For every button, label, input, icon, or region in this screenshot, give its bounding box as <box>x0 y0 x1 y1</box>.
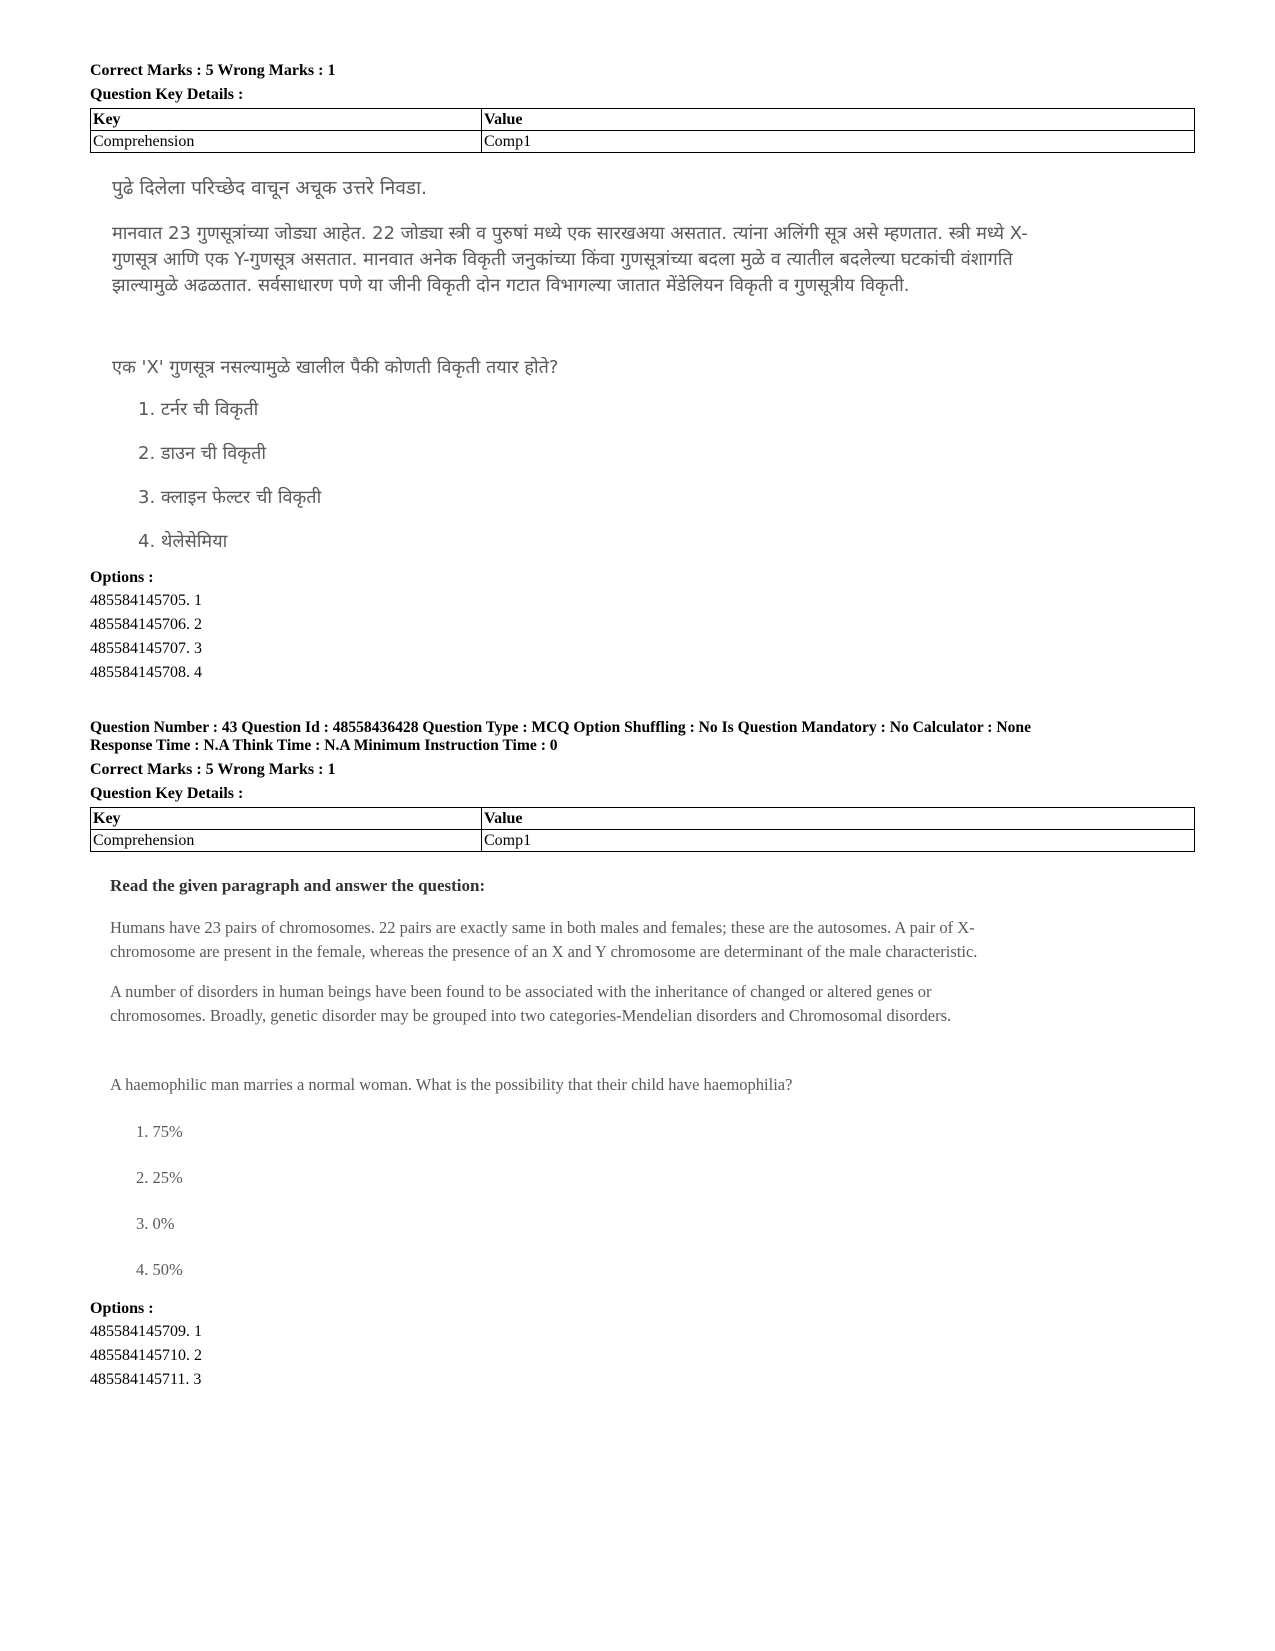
options-label: Options : <box>90 569 154 586</box>
table-header-value: Value <box>482 808 1195 830</box>
table-header-key: Key <box>91 808 482 830</box>
table-header-row <box>91 808 1195 830</box>
key-details-label: Question Key Details : <box>90 785 244 802</box>
question-image-english <box>110 876 1195 1280</box>
passage-paragraph-1: Humans have 23 pairs of chromosomes. 22 pairs are exactly same in both males and females; these are the autosomes. A pair of X-chromosome are present in the female, whereas the presence of an X and Y chromosome are determinant of the male characteristic. <box>110 918 978 961</box>
table-header-value: Value <box>482 109 1195 131</box>
document-page <box>90 60 1195 1392</box>
option-row: 485584145708. 4 <box>90 664 202 681</box>
option-row: 485584145706. 2 <box>90 616 202 633</box>
passage-paragraph-2: A number of disorders in human beings have been found to be associated with the inheritance of changed or altered genes or chromosomes. Broadly, genetic disorder may be grouped into two categories-Mendelian disorders and Chromosomal disorders. <box>110 982 952 1025</box>
key-details-label: Question Key Details : <box>90 86 244 103</box>
choice-2: 2. 25% <box>136 1168 183 1187</box>
option-row: 485584145711. 3 <box>90 1371 202 1388</box>
question-header-line-1: Question Number : 43 Question Id : 48558436428 Question Type : MCQ Option Shuffling : No Is Question Mandatory : No Calculator : None <box>90 719 1032 736</box>
key-details-table <box>90 108 1195 153</box>
question-text: A haemophilic man marries a normal woman. What is the possibility that their child have haemophilia? <box>110 1075 793 1094</box>
table-header-key: Key <box>91 109 482 131</box>
table-row <box>91 131 1195 153</box>
table-cell-value: Comp1 <box>482 830 1195 852</box>
passage-text: मानवात 23 गुणसूत्रांच्या जोड्या आहेत. 22 जोड्या स्त्री व पुरुषां मध्ये एक सारखअया असतात. त्यांना अलिंगी सूत्र असे म्हणतात. स्त्री मध्ये X-गुणसूत्र आणि एक Y-गुणसूत्र असतात. मानवात अनेक विकृती जनुकांच्या किंवा गुणसूत्रांच्या बदला मुळे व त्यातील बदलेल्या घटकांची वंशागति झाल्यामुळे अढळतात. सर्वसाधारण पणे या जीनी विकृती दोन गटात विभागल्या जातात मेंडेलियन विकृती व गुणसूत्रीय विकृती. <box>112 223 1028 296</box>
table-header-row <box>91 109 1195 131</box>
table-cell-value: Comp1 <box>482 131 1195 153</box>
question-header-line-2: Response Time : N.A Think Time : N.A Minimum Instruction Time : 0 <box>90 737 558 754</box>
question-text: एक 'X' गुणसूत्र नसल्यामुळे खालील पैकी कोणती विकृती तयार होते? <box>112 357 559 378</box>
choice-2: 2. डाउन ची विकृती <box>138 443 266 464</box>
question-image-marathi <box>112 175 1195 553</box>
choice-3: 3. 0% <box>136 1214 175 1233</box>
option-row: 485584145709. 1 <box>90 1323 202 1340</box>
options-label: Options : <box>90 1300 154 1317</box>
table-row <box>91 830 1195 852</box>
option-row: 485584145710. 2 <box>90 1347 202 1364</box>
choice-4: 4. 50% <box>136 1260 183 1279</box>
choice-1: 1. 75% <box>136 1122 183 1141</box>
marks-line: Correct Marks : 5 Wrong Marks : 1 <box>90 62 336 79</box>
instruction-text: Read the given paragraph and answer the question: <box>110 876 486 895</box>
instruction-text: पुढे दिलेला परिच्छेद वाचून अचूक उत्तरे निवडा. <box>112 177 428 199</box>
table-cell-key: Comprehension <box>91 830 482 852</box>
option-row: 485584145707. 3 <box>90 640 202 657</box>
choice-3: 3. क्लाइन फेल्टर ची विकृती <box>138 487 322 508</box>
choice-4: 4. थेलेसेमिया <box>138 531 228 552</box>
key-details-table <box>90 807 1195 852</box>
marks-line: Correct Marks : 5 Wrong Marks : 1 <box>90 761 336 778</box>
table-cell-key: Comprehension <box>91 131 482 153</box>
option-row: 485584145705. 1 <box>90 592 202 609</box>
choice-1: 1. टर्नर ची विकृती <box>138 399 259 420</box>
